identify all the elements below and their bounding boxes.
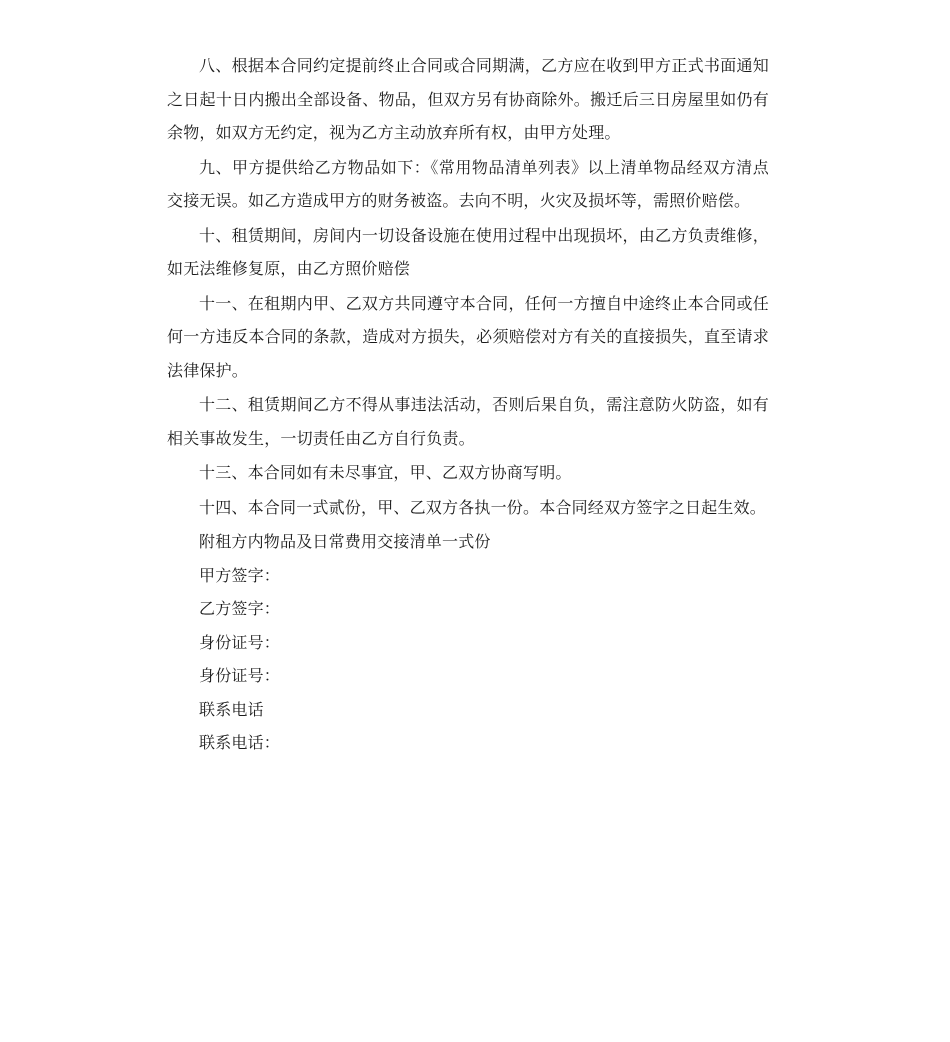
clause-10: 十、租赁期间，房间内一切设备设施在使用过程中出现损坏，由乙方负责维修，如无法维修复原，由乙方照价赔偿 (167, 225, 769, 278)
phone-line: 联系电话 (199, 699, 264, 719)
clause-9: 九、甲方提供给乙方物品如下：《常用物品清单列表》以上清单物品经双方清点交接无误。如乙方造成甲方的财务被盗。去向不明，火灾及损坏等，需照价赔偿。 (167, 157, 769, 210)
clause-8: 八、根据本合同约定提前终止合同或合同期满，乙方应在收到甲方正式书面通知之日起十日内搬出全部设备、物品，但双方另有协商除外。搬迁后三日房屋里如仍有余物，如双方无约定，视为乙方主动放弃所有权，由甲方处理。 (167, 56, 769, 142)
party-a-signature: 甲方签字： (199, 565, 281, 585)
attachment-note: 附租方内物品及日常费用交接清单一式份 (199, 532, 491, 551)
clause-12: 十二、租赁期间乙方不得从事违法活动，否则后果自负，需注意防火防盗，如有相关事故发生，一切责任由乙方自行负责。 (167, 395, 769, 448)
clause-13: 十三、本合同如有未尽事宜，甲、乙双方协商写明。 (199, 463, 572, 482)
id-number-line: 身份证号： (199, 666, 281, 685)
clause-11: 十一、在租期内甲、乙双方共同遵守本合同，任何一方擅自中途终止本合同或任何一方违反本合同的条款，造成对方损失，必须赔偿对方有关的直接损失，直至请求法律保护。 (167, 293, 769, 380)
id-number-line: 身份证号： (199, 632, 281, 652)
document-page (167, 49, 769, 760)
phone-line: 联系电话： (199, 733, 281, 752)
clause-14: 十四、本合同一式贰份，甲、乙双方各执一份。本合同经双方签字之日起生效。 (199, 497, 767, 517)
party-b-signature: 乙方签字： (199, 599, 281, 618)
